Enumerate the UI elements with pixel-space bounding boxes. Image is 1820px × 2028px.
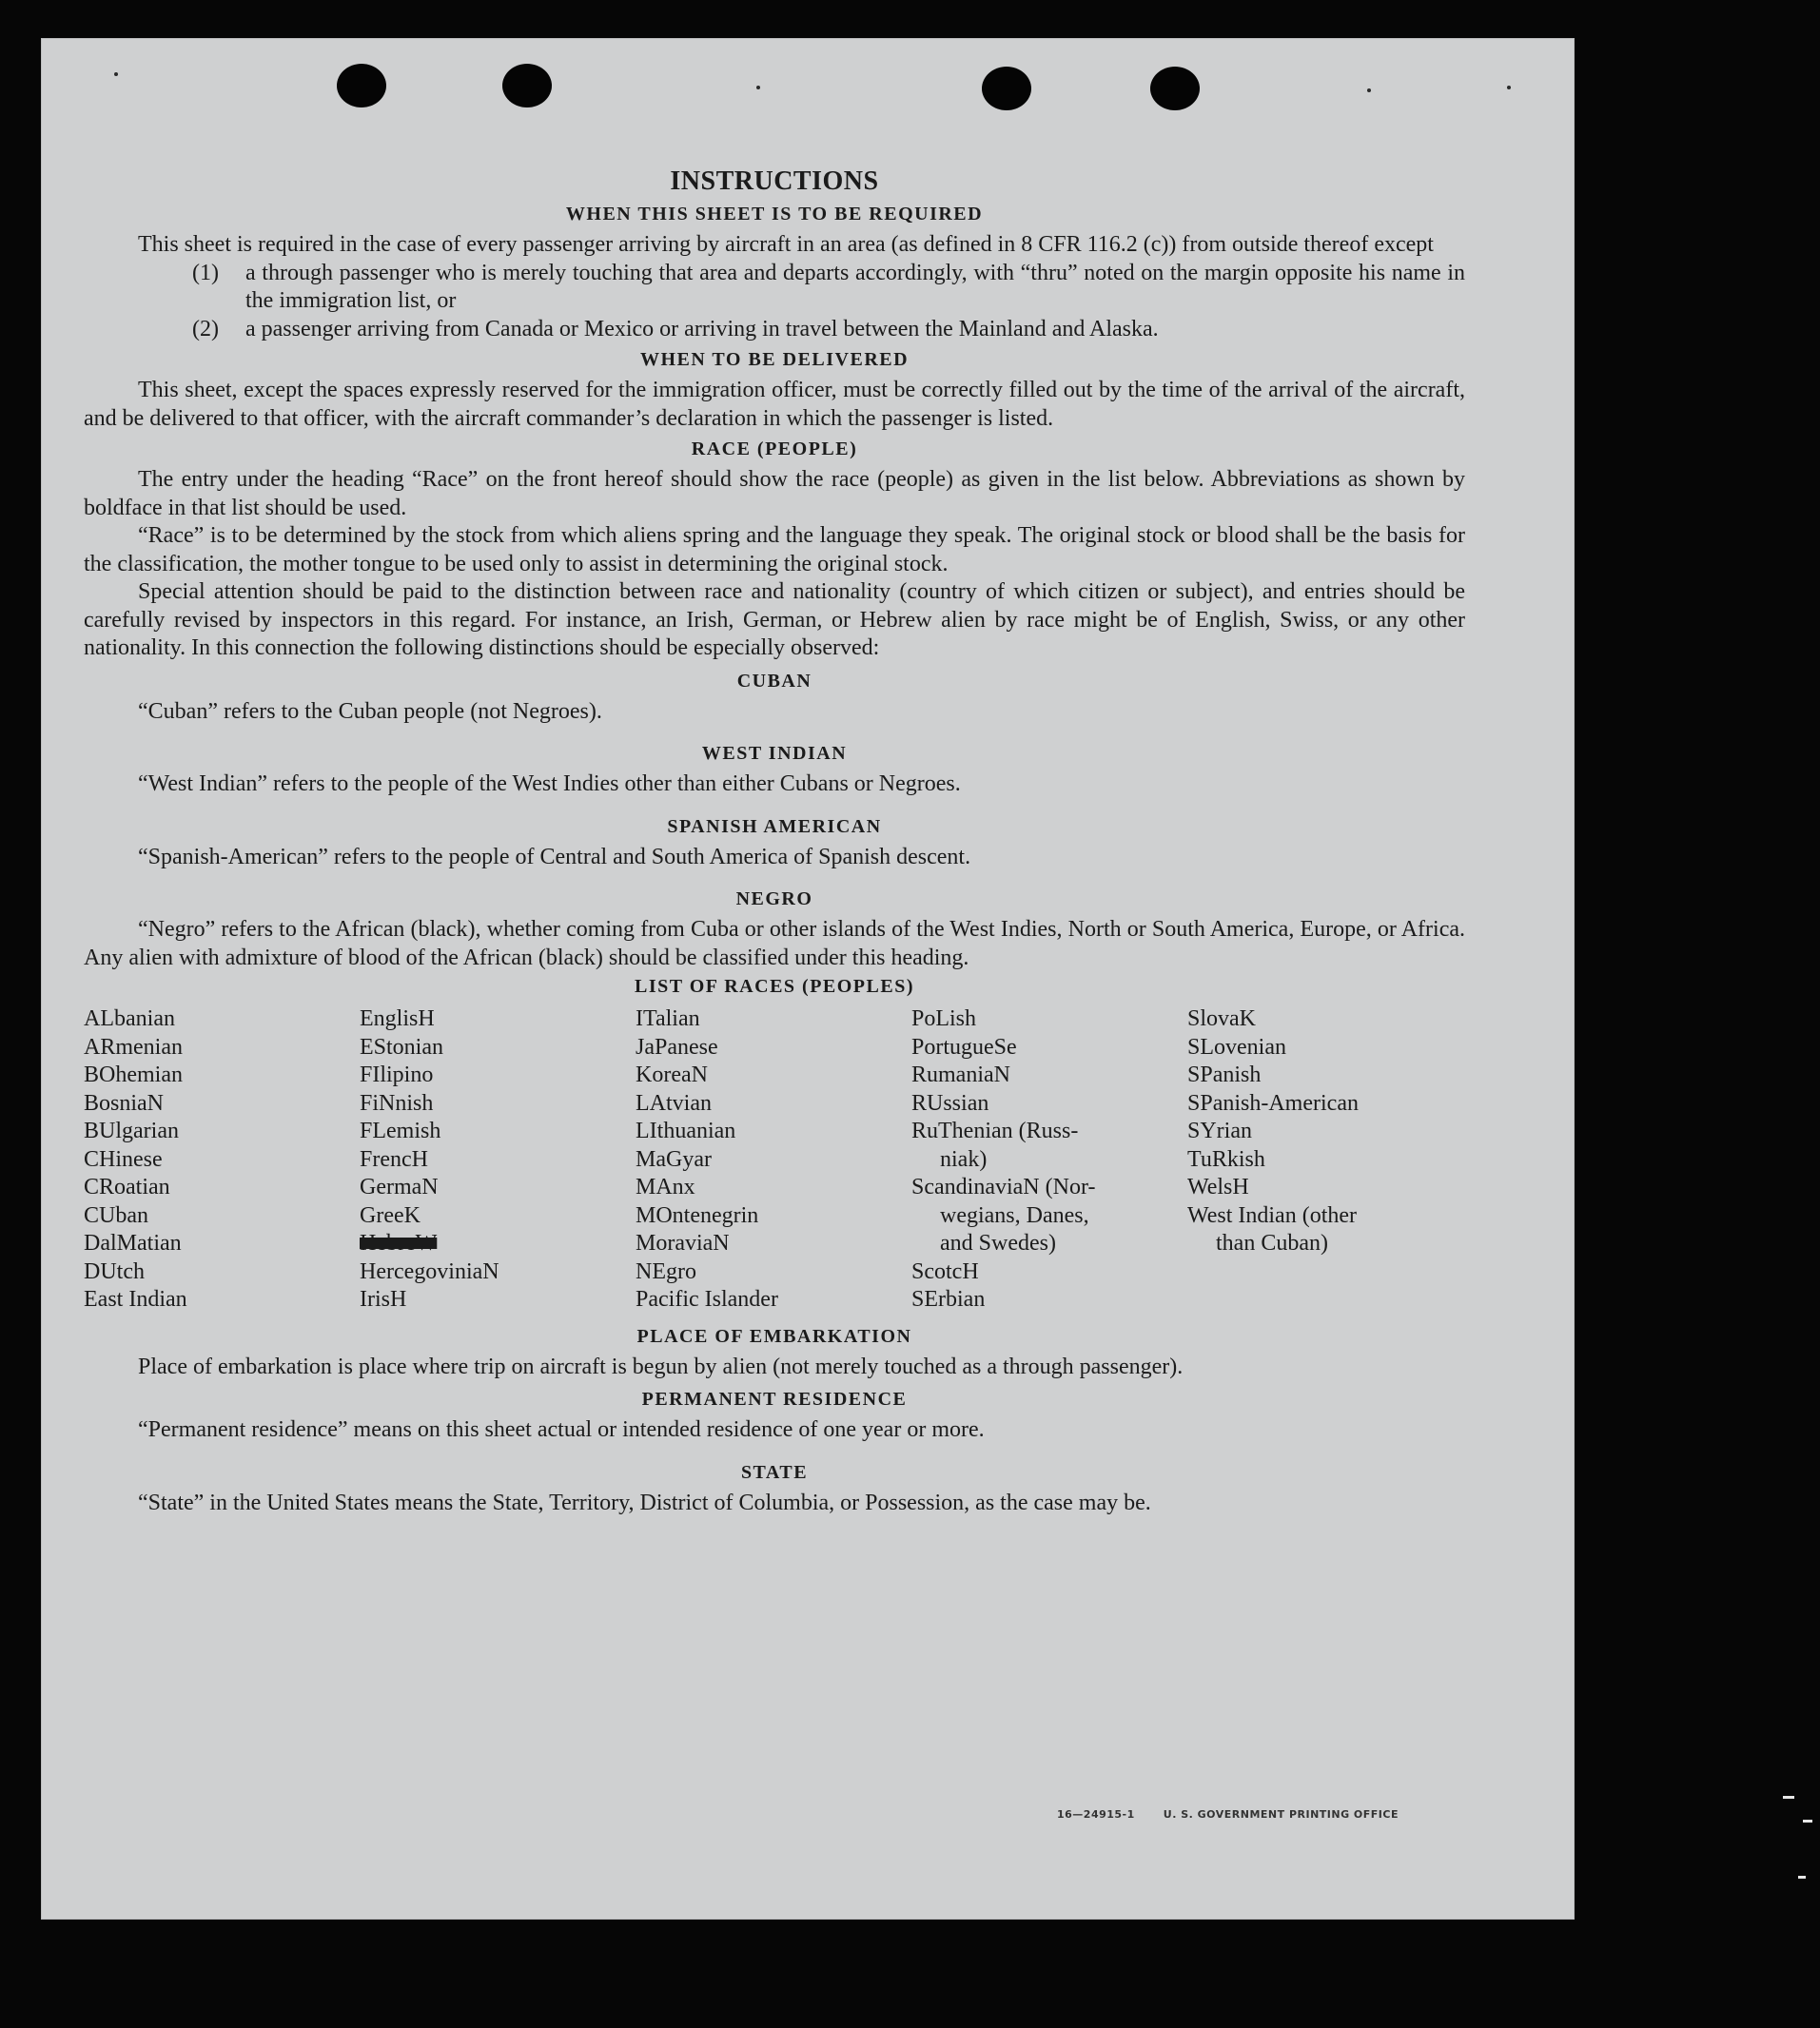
- race-entry: ScotcH: [911, 1258, 979, 1284]
- race-entry: IrisH: [360, 1287, 407, 1312]
- race-entry: LAtvian: [636, 1090, 712, 1116]
- race-entry: SErbian: [911, 1287, 986, 1312]
- exception-item: [84, 316, 1465, 344]
- exception-item: [84, 260, 1465, 316]
- race-entry: PortugueSe: [911, 1034, 1017, 1060]
- heading-negro: NEGRO: [735, 888, 813, 909]
- race-entry: BOhemian: [84, 1063, 183, 1087]
- race-column: [636, 1005, 911, 1315]
- race-entry: SLovenian: [1187, 1034, 1286, 1060]
- printer-name: U. S. GOVERNMENT PRINTING OFFICE: [1163, 1808, 1399, 1821]
- paragraph-when-delivered: This sheet, except the spaces expressly reserved for the immigration officer, must be correctly filled out by the time of the arrival of the aircraft, and be delivered to that officer, with the aircraft commander’s declaration in which the passenger is listed.: [84, 378, 1465, 431]
- race-column: [360, 1005, 636, 1315]
- race-entry: MAnx: [636, 1175, 695, 1199]
- race-entry: CRoatian: [84, 1175, 170, 1199]
- race-entry: FiNnish: [360, 1090, 434, 1116]
- race-entry: EStonian: [360, 1034, 443, 1060]
- race-entry: Pacific Islander: [636, 1287, 778, 1312]
- punch-hole: [337, 64, 386, 107]
- race-entry: EnglisH: [360, 1006, 435, 1031]
- paragraph-negro: “Negro” refers to the African (black), whether coming from Cuba or other islands of the West Indies, North or South America, Europe, or Africa. Any alien with admixture of blood of the African (black) should be classified under this heading.: [84, 917, 1465, 970]
- paragraph-residence: “Permanent residence” means on this sheet actual or intended residence of one year or more.: [138, 1417, 985, 1442]
- race-list: [84, 1005, 1465, 1315]
- race-entry: FrencH: [360, 1146, 428, 1172]
- race-entry: SYrian: [1187, 1119, 1252, 1143]
- page-title: INSTRUCTIONS: [670, 166, 879, 196]
- race-entry: CUban: [84, 1202, 148, 1228]
- race-entry: RuThenian (Russ-: [911, 1119, 1079, 1143]
- heading-list-of-races: LIST OF RACES (PEOPLES): [634, 976, 914, 997]
- race-entry: West Indian (other: [1187, 1202, 1358, 1228]
- race-entry: LIthuanian: [636, 1119, 736, 1143]
- instruction-sheet: [41, 38, 1575, 1920]
- punch-hole: [1150, 67, 1200, 110]
- race-entry: East Indian: [84, 1287, 187, 1312]
- exception-number: (2): [192, 316, 219, 341]
- paragraph-when-required: This sheet is required in the case of every passenger arriving by aircraft in an area (as defined in 8 CFR 116.2 (c)) from outside thereof except: [138, 232, 1434, 257]
- dust-speck: [1507, 86, 1511, 89]
- paragraph-state: “State” in the United States means the State, Territory, District of Columbia, or Possession, as the case may be.: [138, 1490, 1151, 1515]
- race-entry: MoraviaN: [636, 1231, 730, 1256]
- race-entry: HercegoviniaN: [360, 1258, 499, 1284]
- race-entry: SlovaK: [1187, 1006, 1256, 1031]
- race-entry: MOntenegrin: [636, 1202, 759, 1228]
- heading-spanish-american: SPANISH AMERICAN: [667, 815, 882, 837]
- race-entry-continued: niak): [940, 1146, 988, 1172]
- race-entry: FIlipino: [360, 1063, 434, 1087]
- race-entry: FLemish: [360, 1119, 441, 1143]
- race-entry-continued: wegians, Danes,: [940, 1202, 1089, 1228]
- race-entry: ITalian: [636, 1006, 700, 1031]
- paragraph-race: Special attention should be paid to the distinction between race and nationality (country of which citizen or subject), and entries should be carefully revised by inspectors in this regard. For instance, an Irish, German, or Hebrew alien by race might be of English, Swiss, or any other nationality. In this connection the following distinctions should be especially observed:: [84, 579, 1465, 660]
- race-entry: PoLish: [911, 1006, 977, 1031]
- race-entry: KoreaN: [636, 1063, 708, 1087]
- race-entry: GreeK: [360, 1202, 421, 1228]
- paragraph-race: “Race” is to be determined by the stock from which aliens spring and the language they speak. The original stock or blood shall be the basis for the classification, the mother tongue to be used only to assist in determining the original stock.: [84, 523, 1465, 576]
- race-column: [1187, 1005, 1463, 1315]
- scan-edge-mark: [1783, 1796, 1794, 1799]
- exception-text: a through passenger who is merely touching that area and departs accordingly, with “thru” noted on the margin opposite his name in the immigration list, or: [245, 260, 1465, 313]
- race-column: [84, 1005, 360, 1315]
- race-entry: NEgro: [636, 1258, 696, 1284]
- heading-cuban: CUBAN: [736, 670, 812, 692]
- race-entry: WelsH: [1187, 1175, 1249, 1199]
- race-entry: RumaniaN: [911, 1063, 1010, 1087]
- race-entry: BosniaN: [84, 1090, 164, 1116]
- paragraph-west-indian: “West Indian” refers to the people of the West Indies other than either Cubans or Negroes.: [138, 771, 961, 796]
- paragraph-cuban: “Cuban” refers to the Cuban people (not Negroes).: [138, 698, 602, 724]
- heading-embarkation: PLACE OF EMBARKATION: [636, 1325, 912, 1347]
- heading-state: STATE: [740, 1461, 809, 1483]
- race-entry-struck: HebreW: [360, 1231, 438, 1256]
- heading-when-delivered: WHEN TO BE DELIVERED: [639, 349, 910, 370]
- race-column: [911, 1005, 1187, 1315]
- dust-speck: [756, 86, 760, 89]
- race-entry: ALbanian: [84, 1006, 175, 1031]
- exception-number: (1): [192, 260, 219, 285]
- race-entry: BUlgarian: [84, 1119, 179, 1143]
- scan-edge-mark: [1798, 1876, 1806, 1879]
- race-entry: TuRkish: [1187, 1146, 1265, 1172]
- heading-when-required: WHEN THIS SHEET IS TO BE REQUIRED: [565, 204, 984, 224]
- race-entry: ScandinaviaN (Nor-: [911, 1175, 1096, 1199]
- race-entry: GermaN: [360, 1175, 439, 1199]
- punch-hole: [982, 67, 1031, 110]
- punch-hole: [502, 64, 552, 107]
- dust-speck: [1367, 88, 1371, 92]
- document-body: [84, 166, 1465, 1517]
- heading-race: RACE (PEOPLE): [691, 439, 858, 459]
- race-entry-continued: and Swedes): [940, 1231, 1056, 1256]
- exception-text: a passenger arriving from Canada or Mexico or arriving in travel between the Mainland and Alaska.: [245, 316, 1159, 341]
- race-entry-continued: than Cuban): [1216, 1231, 1328, 1256]
- printer-imprint: [1057, 1808, 1399, 1821]
- paragraph-race: The entry under the heading “Race” on the front hereof should show the race (people) as given in the list below. Abbreviations as shown by boldface in that list should be used.: [84, 467, 1465, 520]
- paragraph-embarkation: Place of embarkation is place where trip on aircraft is begun by alien (not merely touched as a through passenger).: [138, 1354, 1184, 1379]
- paragraph-spanish-american: “Spanish-American” refers to the people of Central and South America of Spanish descent.: [138, 844, 971, 869]
- heading-residence: PERMANENT RESIDENCE: [641, 1389, 908, 1410]
- race-entry: MaGyar: [636, 1146, 712, 1172]
- race-entry: RUssian: [911, 1090, 989, 1116]
- race-entry: SPanish-American: [1187, 1090, 1359, 1116]
- race-entry: CHinese: [84, 1146, 163, 1172]
- race-entry: JaPanese: [636, 1034, 718, 1060]
- heading-west-indian: WEST INDIAN: [701, 743, 848, 764]
- race-entry: SPanish: [1187, 1063, 1262, 1087]
- scan-edge-mark: [1803, 1820, 1812, 1823]
- dust-speck: [114, 72, 118, 76]
- race-entry: ARmenian: [84, 1034, 183, 1060]
- race-entry: DalMatian: [84, 1231, 182, 1256]
- form-number: 16—24915-1: [1056, 1808, 1135, 1821]
- race-entry: DUtch: [84, 1258, 145, 1284]
